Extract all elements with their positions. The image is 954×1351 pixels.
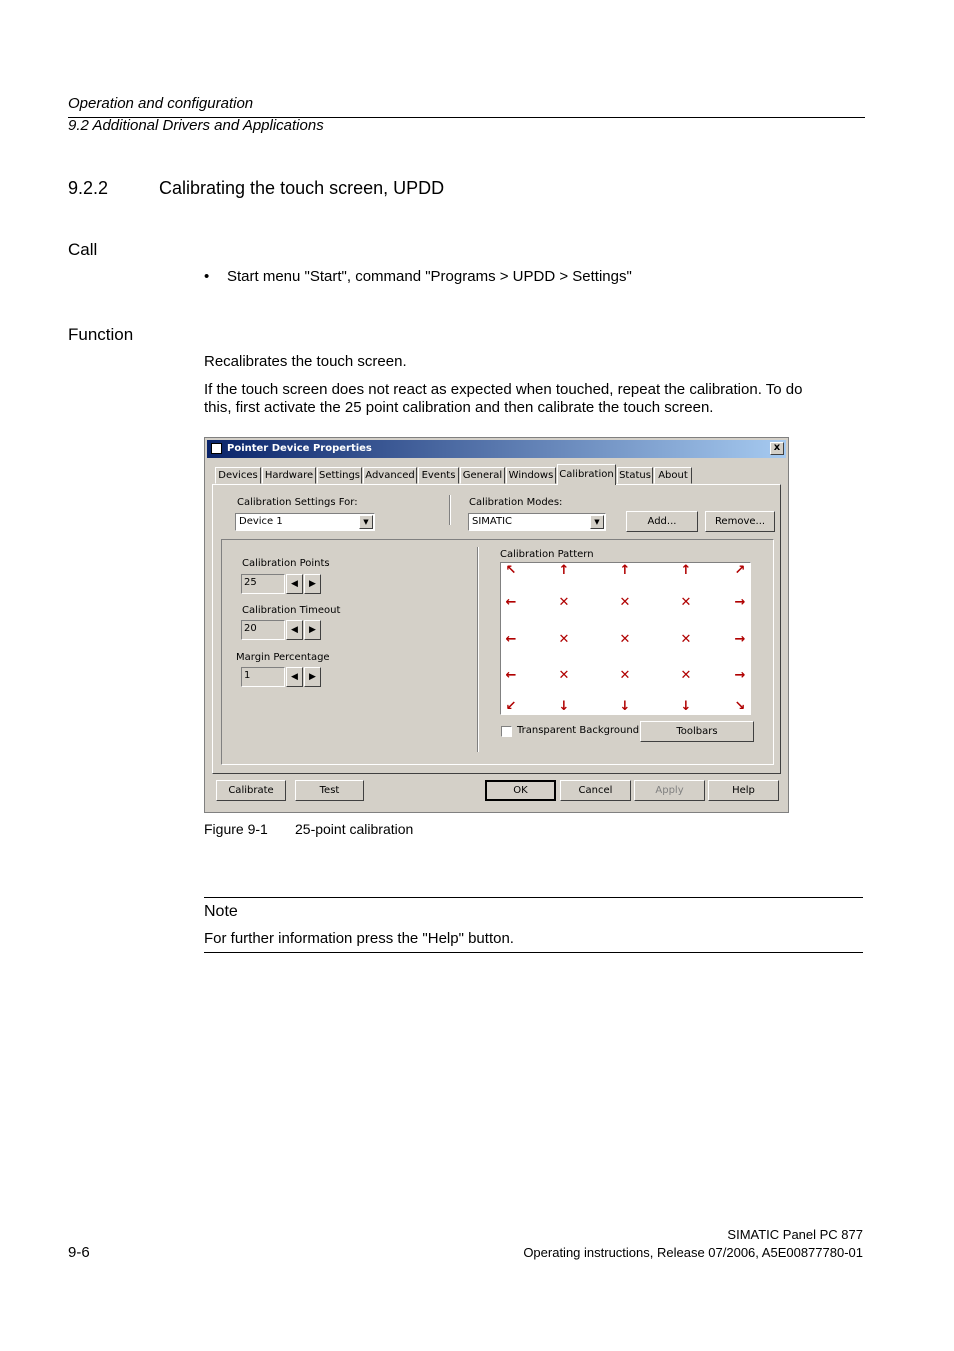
cancel-button[interactable]: Cancel <box>560 780 631 801</box>
cross-icon: ✕ <box>619 668 631 683</box>
points-decrement-button[interactable]: ◀ <box>286 574 303 594</box>
margin-label: Margin Percentage <box>236 652 330 663</box>
arrow-up-icon: ↑ <box>619 563 631 578</box>
arrow-down-icon: ↓ <box>619 699 631 714</box>
transparent-background-checkbox[interactable] <box>501 726 512 737</box>
margin-increment-button[interactable]: ▶ <box>304 667 321 687</box>
tab-windows[interactable]: Windows <box>506 467 556 484</box>
pattern-label: Calibration Pattern <box>500 549 594 560</box>
tab-status[interactable]: Status <box>617 467 653 484</box>
arrow-down-icon: ↓ <box>680 699 692 714</box>
footer-product: SIMATIC Panel PC 877 <box>727 1227 863 1242</box>
tab-panel <box>212 484 781 774</box>
margin-value: 1 <box>244 670 251 681</box>
figure-number: Figure 9-1 <box>204 821 268 837</box>
header-section: 9.2 Additional Drivers and Applications <box>68 117 324 134</box>
cross-icon: ✕ <box>680 595 692 610</box>
chevron-down-icon[interactable]: ▼ <box>359 515 373 529</box>
calibration-pattern <box>500 562 751 715</box>
arrow-down-left-icon: ↙ <box>505 699 517 714</box>
arrow-down-icon: ↓ <box>558 699 570 714</box>
modes-value: SIMATIC <box>472 516 513 527</box>
remove-button[interactable]: Remove... <box>705 511 775 532</box>
note-top-rule <box>204 897 863 898</box>
section-title: Calibrating the touch screen, UPDD <box>159 178 445 198</box>
timeout-field[interactable] <box>241 620 285 640</box>
tab-settings[interactable]: Settings <box>317 467 362 484</box>
cross-icon: ✕ <box>558 668 570 683</box>
toolbars-button[interactable]: Toolbars <box>640 721 754 742</box>
margin-field[interactable] <box>241 667 285 687</box>
footer-doc-info: Operating instructions, Release 07/2006, A5E00877780-01 <box>523 1245 863 1260</box>
note-bottom-rule <box>204 952 863 953</box>
margin-decrement-button[interactable]: ◀ <box>286 667 303 687</box>
test-button[interactable]: Test <box>295 780 364 801</box>
calibrate-button[interactable]: Calibrate <box>216 780 286 801</box>
function-heading: Function <box>68 325 134 344</box>
help-button[interactable]: Help <box>708 780 779 801</box>
chevron-down-icon[interactable]: ▼ <box>590 515 604 529</box>
window-icon <box>211 443 222 454</box>
tab-advanced[interactable]: Advanced <box>363 467 417 484</box>
header-chapter: Operation and configuration <box>68 95 254 112</box>
modes-combo[interactable] <box>468 513 606 531</box>
settings-for-label: Calibration Settings For: <box>237 497 358 508</box>
group-divider <box>477 547 479 752</box>
tab-devices[interactable]: Devices <box>215 467 261 484</box>
arrow-right-icon: → <box>734 595 746 610</box>
close-icon[interactable]: x <box>770 442 784 455</box>
dialog-titlebar <box>207 440 786 458</box>
settings-for-combo[interactable] <box>235 513 375 531</box>
arrow-left-icon: ← <box>505 668 517 683</box>
points-increment-button[interactable]: ▶ <box>304 574 321 594</box>
function-para2-line2: this, first activate the 25 point calibration and then calibrate the touch screen. <box>204 399 714 416</box>
arrow-right-icon: → <box>734 632 746 647</box>
points-field[interactable] <box>241 574 285 594</box>
modes-label: Calibration Modes: <box>469 497 563 508</box>
function-para2-line1: If the touch screen does not react as expected when touched, repeat the calibration. To do <box>204 381 803 398</box>
section-number: 9.2.2 <box>68 178 109 198</box>
timeout-decrement-button[interactable]: ◀ <box>286 620 303 640</box>
arrow-up-left-icon: ↖ <box>505 563 517 578</box>
cross-icon: ✕ <box>619 595 631 610</box>
apply-button[interactable]: Apply <box>634 780 705 801</box>
pointer-device-properties-dialog <box>204 437 789 813</box>
note-heading: Note <box>204 903 238 920</box>
cross-icon: ✕ <box>680 668 692 683</box>
cross-icon: ✕ <box>619 632 631 647</box>
dialog-title: Pointer Device Properties <box>227 443 372 454</box>
divider <box>449 495 451 525</box>
function-para1: Recalibrates the touch screen. <box>204 353 407 370</box>
tab-hardware[interactable]: Hardware <box>262 467 316 484</box>
timeout-label: Calibration Timeout <box>242 605 341 616</box>
call-heading: Call <box>68 240 98 259</box>
arrow-left-icon: ← <box>505 632 517 647</box>
transparent-background-label: Transparent Background <box>517 725 640 736</box>
points-value: 25 <box>244 577 257 588</box>
tab-calibration[interactable]: Calibration <box>557 464 616 485</box>
call-bullet-text: Start menu "Start", command "Programs > UPDD > Settings" <box>227 268 632 285</box>
note-text: For further information press the "Help" button. <box>204 930 514 947</box>
cross-icon: ✕ <box>558 595 570 610</box>
arrow-right-icon: → <box>734 668 746 683</box>
tab-events[interactable]: Events <box>418 467 459 484</box>
arrow-left-icon: ← <box>505 595 517 610</box>
figure-caption: 25-point calibration <box>295 821 414 837</box>
arrow-up-icon: ↑ <box>558 563 570 578</box>
tab-general[interactable]: General <box>460 467 505 484</box>
timeout-value: 20 <box>244 623 257 634</box>
bullet-icon: • <box>204 268 210 285</box>
arrow-up-icon: ↑ <box>680 563 692 578</box>
points-label: Calibration Points <box>242 558 330 569</box>
footer-page-number: 9-6 <box>68 1244 90 1261</box>
tab-about[interactable]: About <box>654 467 692 484</box>
arrow-down-right-icon: ↘ <box>734 699 746 714</box>
add-button[interactable]: Add... <box>626 511 698 532</box>
ok-button[interactable]: OK <box>485 780 556 801</box>
cross-icon: ✕ <box>558 632 570 647</box>
settings-for-value: Device 1 <box>239 516 283 527</box>
cross-icon: ✕ <box>680 632 692 647</box>
arrow-up-right-icon: ↗ <box>734 563 746 578</box>
timeout-increment-button[interactable]: ▶ <box>304 620 321 640</box>
